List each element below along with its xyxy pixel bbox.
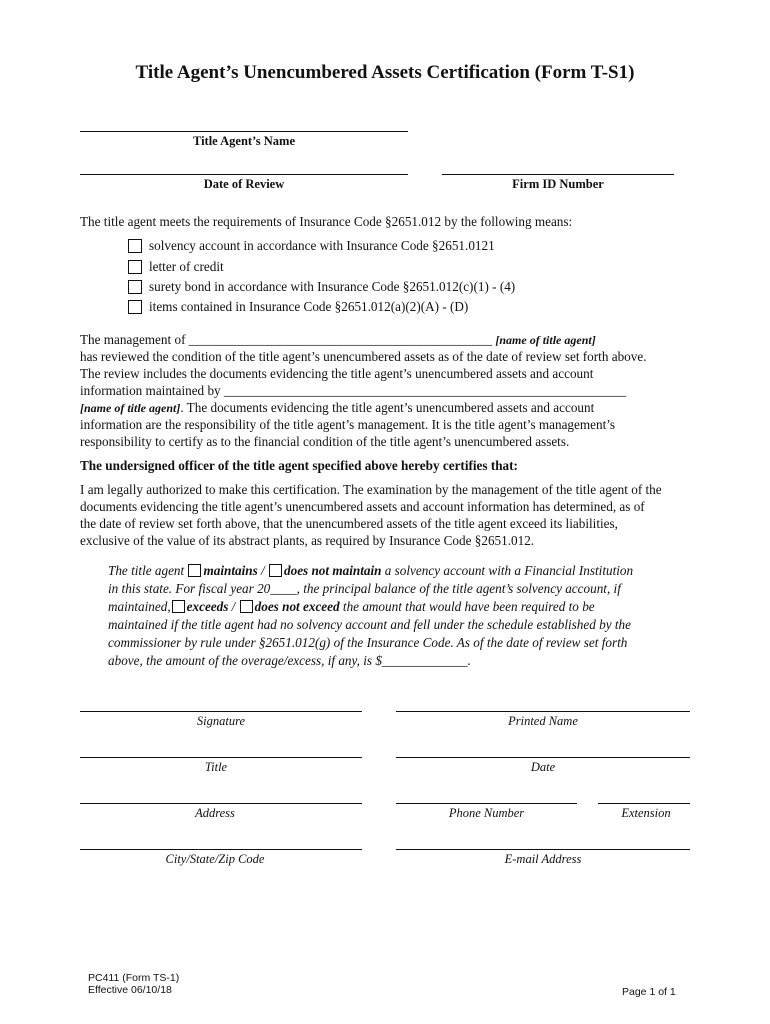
title-label: Title	[204, 760, 228, 774]
exceeds-checkbox[interactable]	[172, 600, 185, 613]
management-line-5	[80, 399, 594, 417]
solvency-text: maintained,	[108, 599, 171, 614]
address-label: Address	[195, 806, 235, 820]
agent-name-line[interactable]	[80, 131, 408, 132]
option-label: surety bond in accordance with Insurance Code §2651.012(c)(1) - (4)	[149, 279, 516, 294]
signature-line[interactable]	[80, 711, 362, 712]
solvency-line-1	[108, 562, 633, 579]
certify-heading: The undersigned officer of the title agent specified above hereby certifies that:	[80, 458, 518, 473]
title-line[interactable]	[80, 757, 362, 758]
footer-page-number: Page 1 of 1	[622, 986, 676, 998]
checkbox[interactable]	[128, 280, 142, 294]
solvency-line-6: above, the amount of the overage/excess, if any, is $_____________.	[108, 653, 471, 668]
solvency-text: the amount that would have been required to be	[339, 599, 595, 614]
city-state-zip-label: City/State/Zip Code	[165, 852, 265, 866]
certification-line-4: exclusive of the value of its abstract plants, as required by Insurance Code §2651.012.	[80, 533, 535, 548]
printed-name-label: Printed Name	[508, 714, 578, 728]
address-line[interactable]	[80, 803, 362, 804]
city-state-zip-line[interactable]	[80, 849, 362, 850]
solvency-text: a solvency account with a Financial Institution	[381, 563, 634, 578]
management-text: . The documents evidencing the title agent’s unencumbered assets and account	[180, 400, 595, 415]
email-label: E-mail Address	[504, 852, 582, 866]
does-not-maintain-label: does not maintain	[284, 563, 382, 578]
option-surety-bond[interactable]	[128, 278, 515, 295]
exceeds-label: exceeds	[186, 599, 229, 614]
certification-line-3: the date of review set forth above, that the unencumbered assets of the title agent exceed its liabilities,	[80, 516, 618, 531]
signature-label: Signature	[196, 714, 246, 728]
option-items-contained[interactable]	[128, 298, 468, 315]
footer-form-id: PC411 (Form TS-1)	[88, 972, 180, 984]
option-letter-of-credit[interactable]	[128, 258, 224, 275]
phone-label: Phone Number	[448, 806, 525, 820]
solvency-text: The title agent	[108, 563, 188, 578]
solvency-line-5: commissioner by rule under §2651.012(g) of the Insurance Code. As of the date of review set forth	[108, 635, 628, 650]
checkbox[interactable]	[128, 239, 142, 253]
does-not-exceed-label: does not exceed	[254, 599, 340, 614]
requirements-intro: The title agent meets the requirements of Insurance Code §2651.012 by the following means:	[80, 214, 573, 229]
phone-line[interactable]	[396, 803, 577, 804]
date-line[interactable]	[396, 757, 690, 758]
date-label: Date	[530, 760, 556, 774]
date-of-review-line[interactable]	[80, 174, 408, 175]
extension-label: Extension	[621, 806, 671, 820]
agent-name-label: Title Agent’s Name	[192, 134, 296, 148]
footer-effective-date: Effective 06/10/18	[88, 984, 172, 996]
agent-name-placeholder: [name of title agent]	[495, 333, 596, 347]
option-label: items contained in Insurance Code §2651.012(a)(2)(A) - (D)	[149, 299, 469, 314]
firm-id-line[interactable]	[442, 174, 674, 175]
does-not-exceed-checkbox[interactable]	[240, 600, 253, 613]
solvency-line-3	[108, 598, 595, 615]
certification-line-1: I am legally authorized to make this certification. The examination by the management of the title agent of the	[80, 482, 662, 497]
solvency-line-2: in this state. For fiscal year 20____, the principal balance of the title agent’s solvency account, if	[108, 581, 621, 596]
page-title: Title Agent’s Unencumbered Assets Certification (Form T-S1)	[135, 62, 635, 83]
slash: /	[257, 563, 268, 578]
certification-line-2: documents evidencing the title agent’s unencumbered assets and account information has determined, as of	[80, 499, 645, 514]
solvency-line-4: maintained if the title agent had no solvency account and fell under the schedule established by the	[108, 617, 631, 632]
management-line-2: has reviewed the condition of the title agent’s unencumbered assets as of the date of review set forth above.	[80, 349, 647, 364]
checkbox[interactable]	[128, 260, 142, 274]
printed-name-line[interactable]	[396, 711, 690, 712]
email-line[interactable]	[396, 849, 690, 850]
checkbox[interactable]	[128, 300, 142, 314]
extension-line[interactable]	[598, 803, 690, 804]
firm-id-label: Firm ID Number	[512, 177, 604, 191]
agent-name-placeholder: [name of title agent]	[80, 401, 181, 415]
maintains-label: maintains	[203, 563, 258, 578]
maintains-checkbox[interactable]	[188, 564, 201, 577]
option-solvency-account[interactable]	[128, 237, 495, 254]
management-line-3: The review includes the documents evidencing the title agent’s unencumbered assets and account	[80, 366, 594, 381]
option-label: letter of credit	[149, 259, 224, 274]
management-line-6: information are the responsibility of the title agent’s management. It is the title agent’s management’s	[80, 417, 616, 432]
management-line-4: information maintained by _____________________________________________________________	[80, 383, 627, 398]
slash: /	[228, 599, 239, 614]
date-of-review-label: Date of Review	[203, 177, 285, 191]
management-line-1	[80, 331, 596, 349]
does-not-maintain-checkbox[interactable]	[269, 564, 282, 577]
management-line-7: responsibility to certify as to the financial condition of the title agent’s unencumbered assets.	[80, 434, 570, 449]
management-text: The management of ______________________________________________	[80, 332, 496, 347]
option-label: solvency account in accordance with Insurance Code §2651.0121	[149, 238, 495, 253]
